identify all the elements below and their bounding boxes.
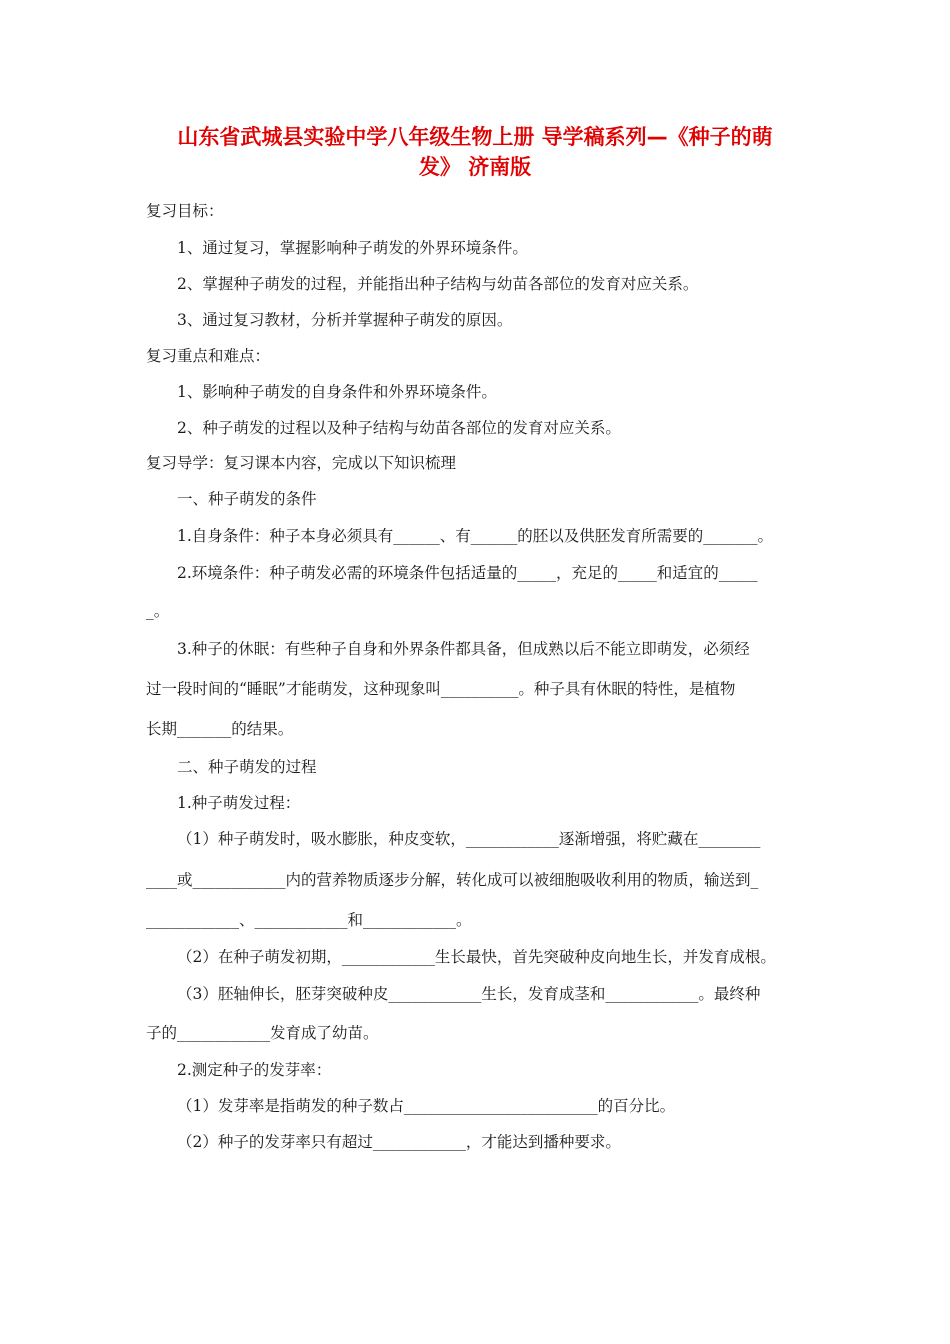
fill-in-line: （1）种子萌发时，吸水膨胀，种皮变软，____________逐渐增强，将贮藏在________ <box>177 830 761 848</box>
fill-in-line: （3）胚轴伸长，胚芽突破种皮____________生长，发育成茎和____________。最终种 <box>177 985 761 1003</box>
fill-in-line: 1.自身条件：种子本身必须具有______、有______的胚以及供胚发育所需要的_______。 <box>177 527 774 545</box>
goal-item-2: 2、掌握种子萌发的过程，并能指出种子结构与幼苗各部位的发育对应关系。 <box>177 275 699 293</box>
subheading-germination-process: 二、种子萌发的过程 <box>177 758 317 776</box>
fill-in-line: ____________、____________和____________。 <box>146 911 472 929</box>
section-heading-guide: 复习导学：复习课本内容，完成以下知识梳理 <box>146 454 457 472</box>
section-heading-review-goals: 复习目标： <box>146 202 224 220</box>
fill-in-line: （2）种子的发芽率只有超过____________，才能达到播种要求。 <box>177 1133 621 1151</box>
fill-in-line: （2）在种子萌发初期，____________生长最快，首先突破种皮向地生长，并发育成根。 <box>177 948 776 966</box>
fill-in-line: 2.环境条件：种子萌发必需的环境条件包括适量的_____，充足的_____和适宜的_____ <box>177 564 758 582</box>
goal-item-1: 1、通过复习，掌握影响种子萌发的外界环境条件。 <box>177 239 528 257</box>
document-title-line-1: 山东省武城县实验中学八年级生物上册 导学稿系列—《种子的萌 <box>177 125 773 149</box>
subheading-germination-conditions: 一、种子萌发的条件 <box>177 490 317 508</box>
key-point-2: 2、种子萌发的过程以及种子结构与幼苗各部位的发育对应关系。 <box>177 419 621 437</box>
fill-in-line: ____或____________内的营养物质逐步分解，转化成可以被细胞吸收利用的物质，输送到_ <box>146 871 759 889</box>
fill-in-line: 长期_______的结果。 <box>146 720 294 738</box>
fill-in-line: _。 <box>146 602 170 620</box>
document-title-line-2: 发》 济南版 <box>418 155 532 179</box>
goal-item-3: 3、通过复习教材，分析并掌握种子萌发的原因。 <box>177 311 513 329</box>
paragraph-line: 2.测定种子的发芽率： <box>177 1061 332 1079</box>
fill-in-line: 过一段时间的“睡眠”才能萌发，这种现象叫__________。种子具有休眠的特性，是植物 <box>146 680 736 698</box>
paragraph-line: 3.种子的休眠：有些种子自身和外界条件都具备，但成熟以后不能立即萌发，必须经 <box>177 640 750 658</box>
section-heading-key-points: 复习重点和难点： <box>146 347 271 365</box>
paragraph-line: 1.种子萌发过程： <box>177 794 301 812</box>
fill-in-line: （1）发芽率是指萌发的种子数占_________________________的百分比。 <box>177 1097 676 1115</box>
key-point-1: 1、影响种子萌发的自身条件和外界环境条件。 <box>177 383 497 401</box>
fill-in-line: 子的____________发育成了幼苗。 <box>146 1024 379 1042</box>
